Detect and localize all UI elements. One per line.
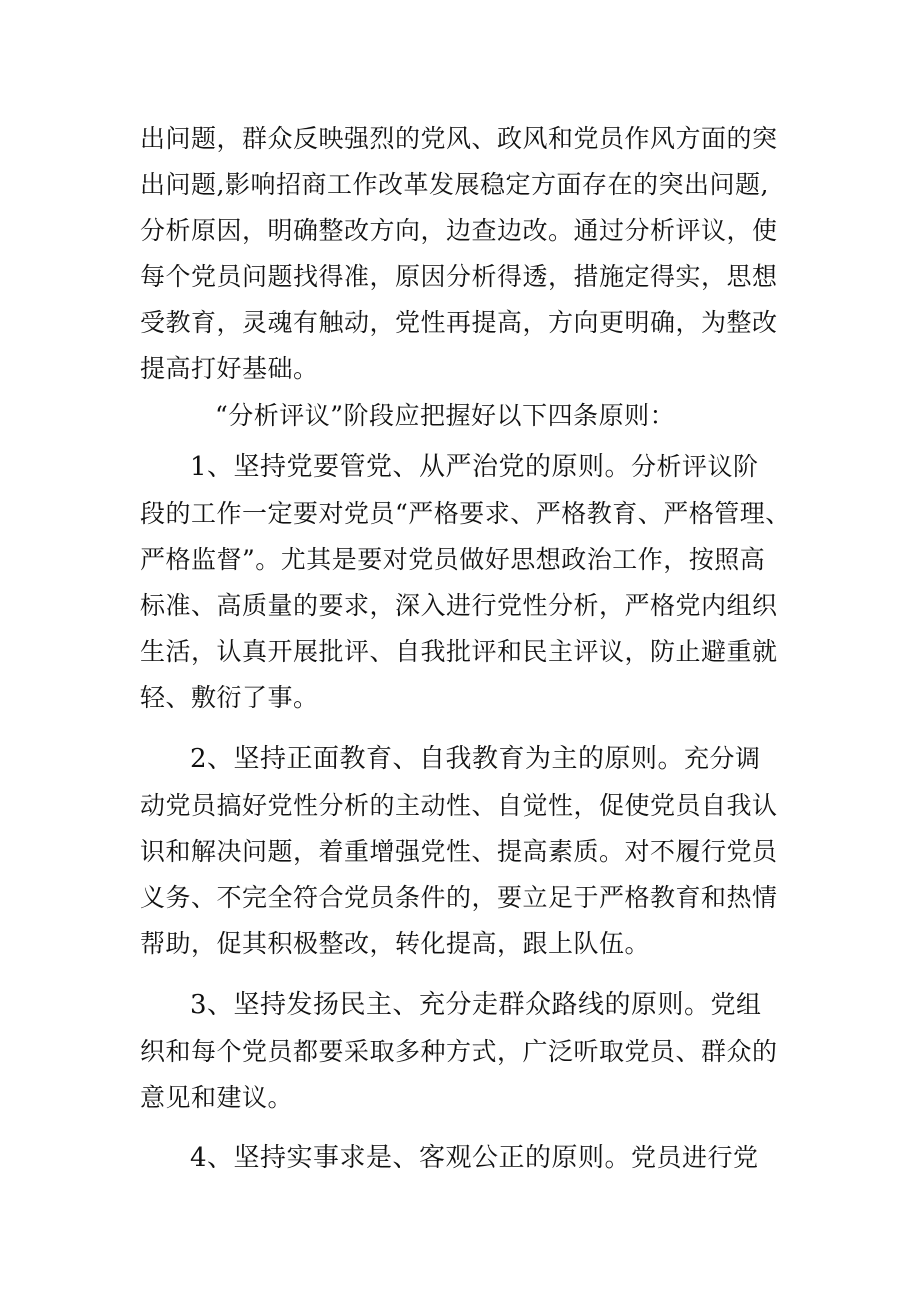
principle-1-first-tail: 分析评议阶 [631,452,759,481]
principle-1-line: 轻、敷衍了事。 [140,683,319,712]
intro-line: 分析原因，明确整改方向，边查边改。通过分析评议，使 [140,216,778,245]
principle-2-heading: 2、坚持正面教育、自我教育为主的原则。 [190,744,685,774]
intro-line: 出问题，群众反映强烈的党风、政风和党员作风方面的突 [140,124,778,153]
principle-2-line: 动党员搞好党性分析的主动性、自觉性，促使党员自我认 [140,791,778,820]
principle-3-line: 意见和建议。 [140,1083,294,1112]
section-intro: “分析评议”阶段应把握好以下四条原则： [215,401,676,430]
intro-line: 受教育，灵魂有触动，党性再提高，方向更明确，为整改 [140,308,778,337]
principle-2-first-tail: 充分调 [684,744,761,773]
principle-4-first-line [190,1141,790,1175]
principle-3-first-line [190,988,790,1022]
principle-2-first-line [190,742,790,776]
principle-3-first-tail: 党组 [710,990,762,1019]
principle-3-heading: 3、坚持发扬民主、充分走群众路线的原则。 [190,990,711,1020]
principle-1-line: 生活，认真开展批评、自我批评和民主评议，防止避重就 [140,637,778,666]
principle-2-line: 识和解决问题，着重增强党性、提高素质。对不履行党员 [140,837,778,866]
principle-1-line: 标准、高质量的要求，深入进行党性分析，严格党内组织 [140,591,778,620]
principle-1-first-line [190,450,790,484]
principle-2-line: 义务、不完全符合党员条件的，要立足于严格教育和热情 [140,883,778,912]
principle-4-first-tail: 党员进行党 [631,1143,759,1172]
principle-4-heading: 4、坚持实事求是、客观公正的原则。 [190,1143,632,1173]
principle-3-line: 织和每个党员都要采取多种方式，广泛听取党员、群众的 [140,1037,778,1066]
principle-1-line: 严格监督”。尤其是要对党员做好思想政治工作，按照高 [140,545,766,574]
principle-1-line: 段的工作一定要对党员“严格要求、严格教育、严格管理、 [140,499,791,528]
principle-2-line: 帮助，促其积极整改，转化提高，跟上队伍。 [140,929,651,958]
intro-line: 出问题,影响招商工作改革发展稳定方面存在的突出问题, [140,170,769,199]
principle-1-heading: 1、坚持党要管党、从严治党的原则。 [190,452,632,482]
intro-line: 每个党员问题找得准，原因分析得透，措施定得实，思想 [140,262,778,291]
intro-line: 提高打好基础。 [140,354,319,383]
